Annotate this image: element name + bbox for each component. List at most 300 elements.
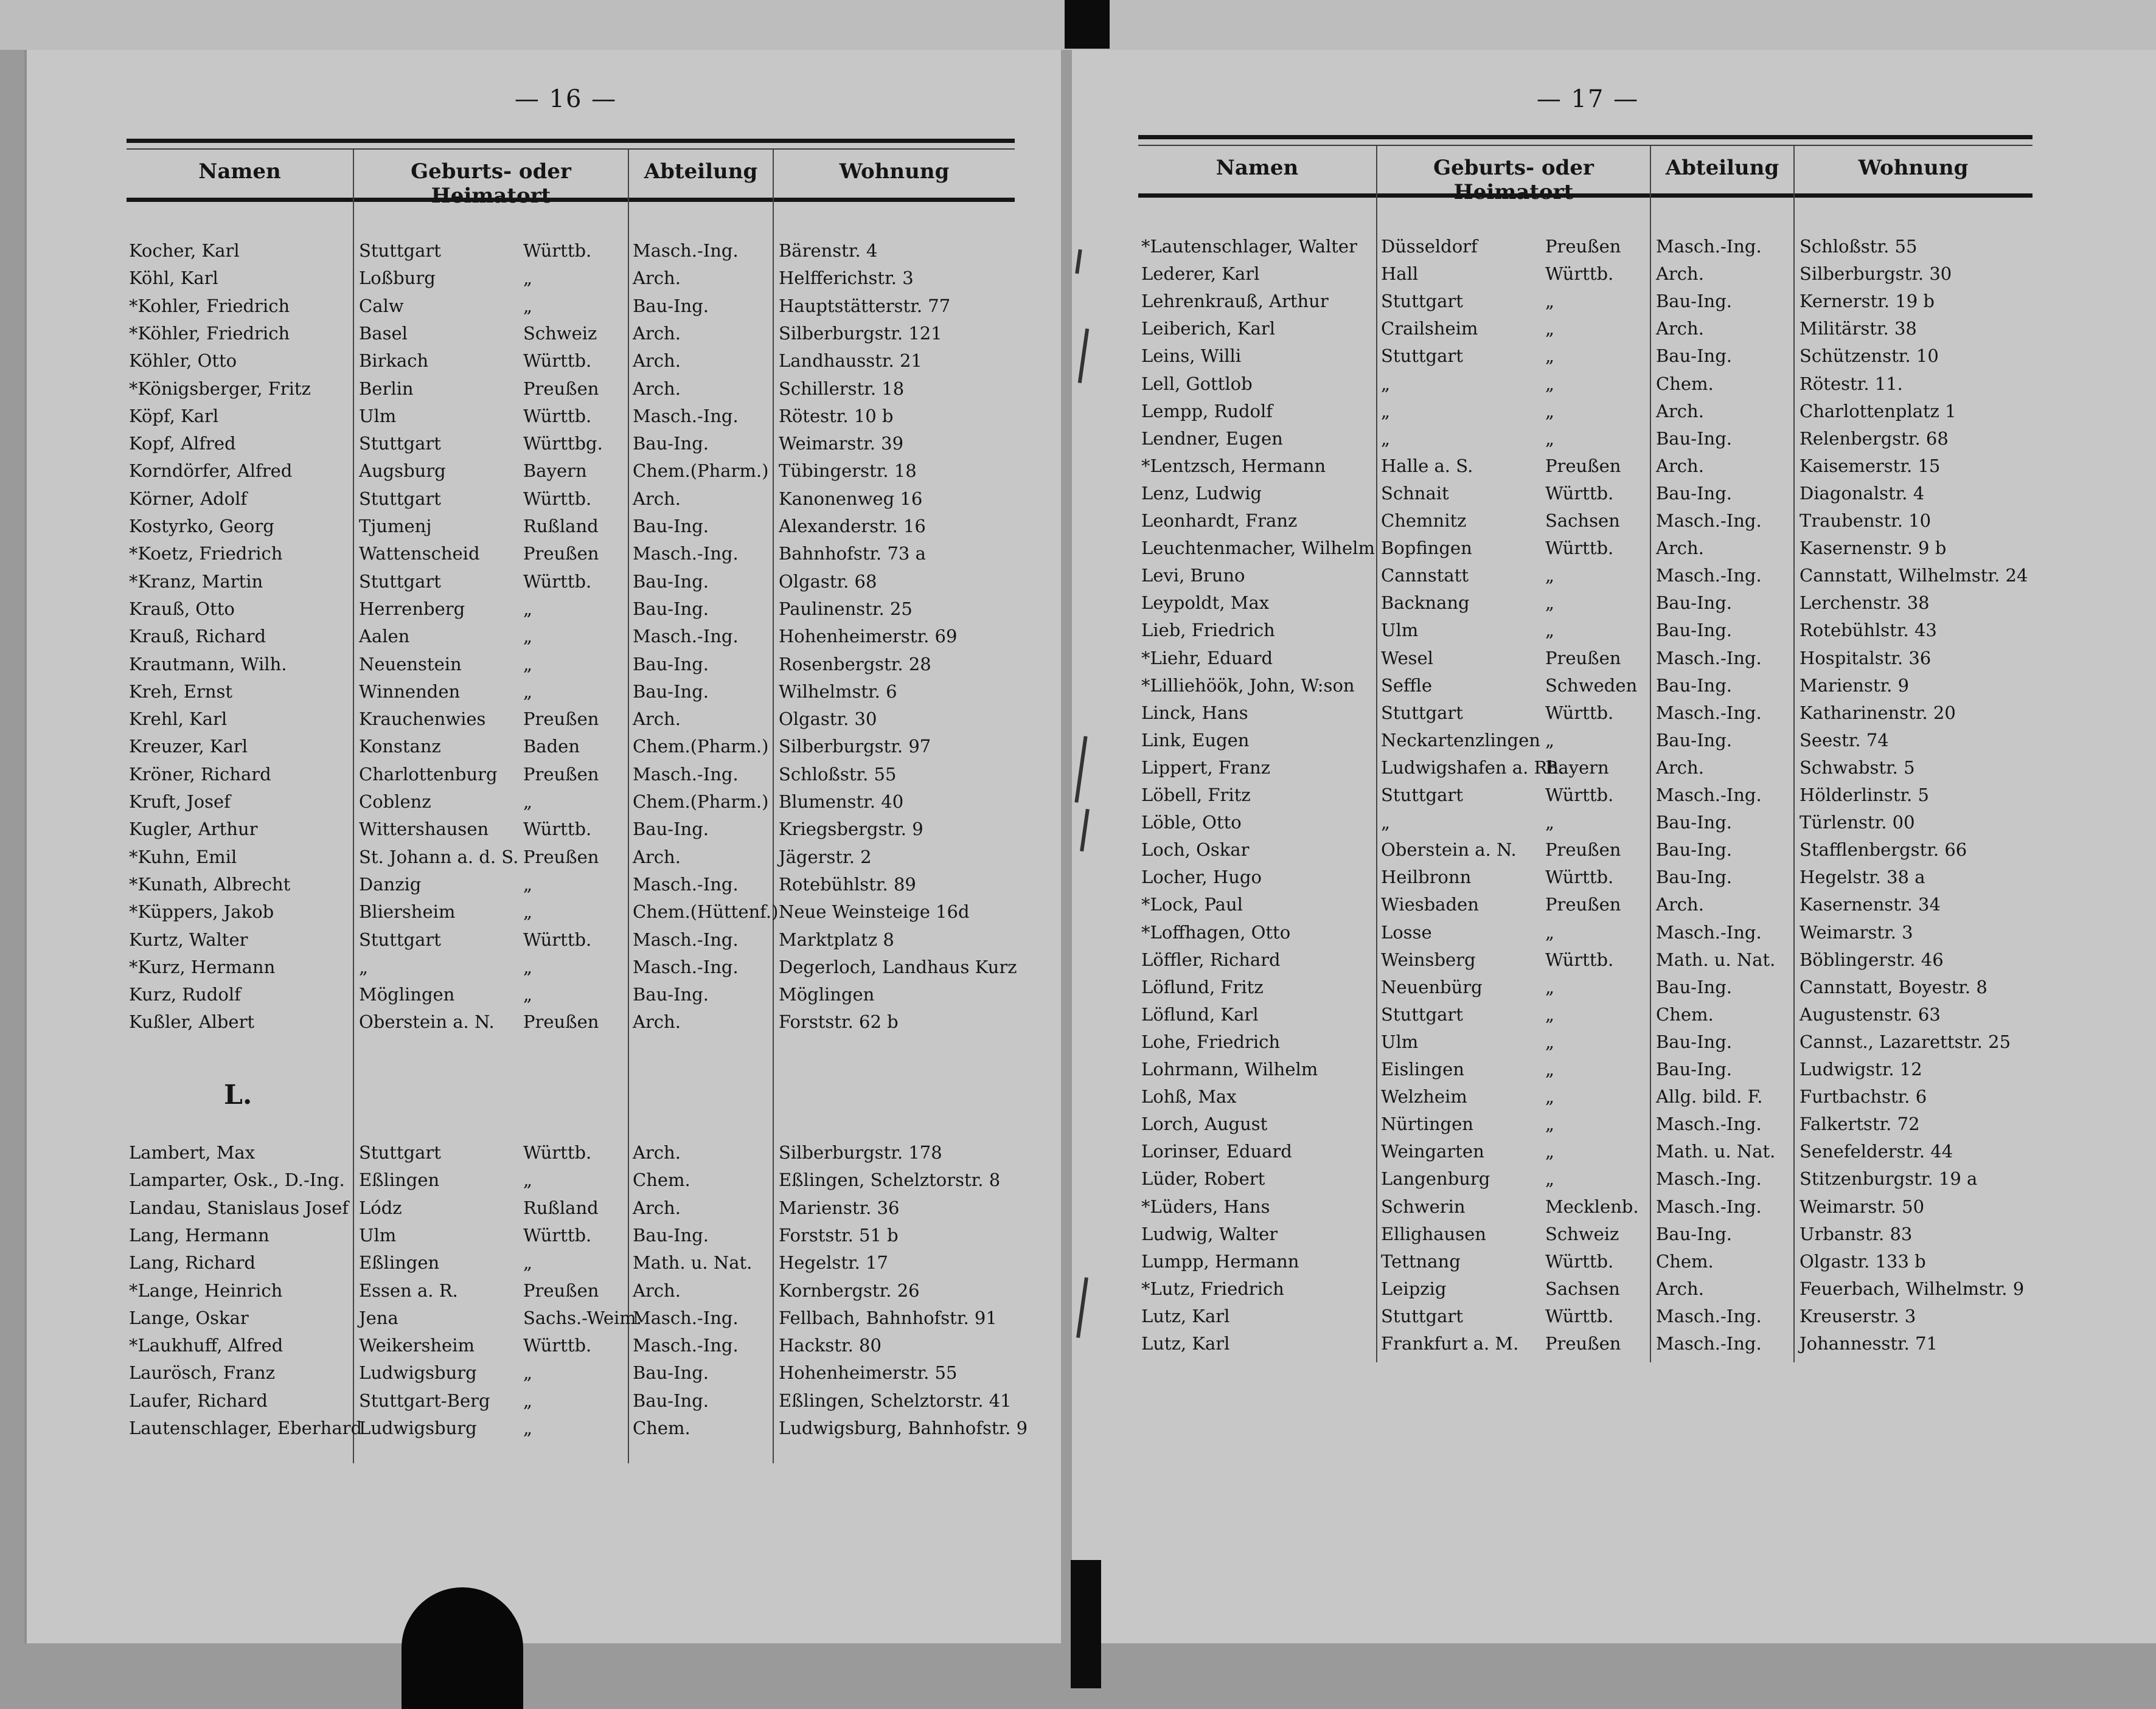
name-cell: *Loffhagen, Otto [1141, 921, 1291, 943]
region-cell: „ [523, 268, 533, 289]
region-cell: „ [523, 681, 533, 702]
place-cell: „ [1381, 373, 1391, 394]
name-cell: *Lautenschlager, Walter [1141, 236, 1357, 257]
dept-cell: Arch. [633, 268, 681, 289]
address-cell: Eßlingen, Schelztorstr. 41 [779, 1390, 1012, 1411]
name-cell: Lüder, Robert [1141, 1168, 1265, 1190]
place-cell: Ulm [1381, 1031, 1419, 1052]
dept-cell: Bau-Ing. [1656, 291, 1732, 312]
place-cell: Wesel [1381, 647, 1433, 668]
address-cell: Forststr. 51 b [779, 1224, 899, 1246]
dept-cell: Arch. [633, 488, 681, 509]
place-cell: Weikersheim [359, 1335, 475, 1356]
address-cell: Weimarstr. 39 [779, 433, 904, 454]
place-cell: Ulm [359, 1224, 397, 1246]
region-cell: Württb. [523, 1335, 592, 1356]
address-cell: Hölderlinstr. 5 [1800, 785, 1929, 805]
name-cell: Leiberich, Karl [1141, 318, 1276, 339]
name-cell: Löflund, Karl [1141, 1004, 1259, 1025]
place-cell: Stuttgart-Berg [359, 1390, 490, 1411]
name-cell: Landau, Stanislaus Josef [129, 1197, 349, 1218]
address-cell: Marienstr. 36 [779, 1197, 900, 1218]
region-cell: „ [1545, 1031, 1555, 1052]
dept-cell: Arch. [1656, 757, 1704, 778]
dept-cell: Math. u. Nat. [1656, 949, 1776, 970]
address-cell: Eßlingen, Schelztorstr. 8 [779, 1170, 1001, 1191]
place-cell: Hall [1381, 263, 1419, 285]
region-cell: Württb. [1545, 538, 1614, 559]
place-cell: „ [1381, 428, 1391, 449]
region-cell: Rußland [523, 516, 599, 536]
place-cell: Welzheim [1381, 1086, 1467, 1108]
region-cell: Württb. [1545, 482, 1614, 504]
place-cell: Ellighausen [1381, 1223, 1486, 1244]
region-cell: Württb. [523, 488, 592, 509]
dept-cell: Arch. [633, 322, 681, 344]
book-spine-bottom [1071, 1560, 1101, 1688]
dept-cell: Bau-Ing. [1656, 674, 1732, 696]
dept-cell: Bau-Ing. [1656, 1031, 1732, 1052]
name-cell: Lutz, Karl [1141, 1333, 1230, 1354]
place-cell: Loßburg [359, 268, 436, 289]
name-cell: *Lilliehöök, John, W:son [1141, 674, 1355, 696]
dept-cell: Chem. [633, 1170, 690, 1191]
name-cell: Laurösch, Franz [129, 1362, 276, 1384]
address-cell: Hauptstätterstr. 77 [779, 295, 951, 316]
address-cell: Stitzenburgstr. 19 a [1800, 1168, 1978, 1190]
address-cell: Augustenstr. 63 [1800, 1004, 1941, 1025]
dept-cell: Chem. [1656, 1250, 1714, 1272]
dept-cell: Math. u. Nat. [1656, 1141, 1776, 1162]
dept-cell: Masch.-Ing. [633, 1307, 739, 1328]
dept-cell: Bau-Ing. [633, 295, 709, 316]
name-cell: Kurz, Rudolf [129, 984, 241, 1005]
address-cell: Cannstatt, Wilhelmstr. 24 [1800, 565, 2028, 586]
name-cell: Löflund, Fritz [1141, 976, 1264, 997]
place-cell: Weinsberg [1381, 949, 1476, 970]
place-cell: Losse [1381, 921, 1432, 943]
place-cell: Ludwigshafen a. Rh. [1381, 757, 1565, 778]
dept-cell: Bau-Ing. [633, 653, 709, 674]
address-cell: Silberburgstr. 178 [779, 1142, 942, 1163]
region-cell: „ [1545, 1004, 1555, 1025]
dept-cell: Bau-Ing. [1656, 1059, 1732, 1080]
place-cell: Halle a. S. [1381, 455, 1473, 476]
place-cell: Konstanz [359, 736, 441, 757]
name-cell: Kreuzer, Karl [129, 736, 248, 757]
dept-cell: Arch. [633, 350, 681, 372]
place-cell: Bliersheim [359, 901, 456, 923]
dept-cell: Masch.-Ing. [1656, 921, 1762, 943]
address-cell: Wilhelmstr. 6 [779, 681, 897, 702]
dept-cell: Math. u. Nat. [633, 1252, 753, 1274]
name-cell: Linck, Hans [1141, 702, 1248, 723]
dept-cell: Arch. [1656, 894, 1704, 915]
region-cell: „ [523, 1418, 533, 1438]
dept-cell: Allg. bild. F. [1656, 1086, 1763, 1108]
region-cell: Württb. [523, 819, 592, 840]
region-cell: Württb. [523, 1224, 592, 1246]
dept-cell: Chem.(Pharm.) [633, 736, 769, 757]
address-cell: Diagonalstr. 4 [1800, 482, 1925, 504]
dept-cell: Masch.-Ing. [633, 929, 739, 950]
book-spine-top [1065, 0, 1110, 49]
dept-cell: Masch.-Ing. [1656, 702, 1762, 723]
name-cell: Lohrmann, Wilhelm [1141, 1059, 1318, 1080]
place-cell: Tettnang [1381, 1250, 1461, 1272]
region-cell: Württb. [1545, 702, 1614, 723]
dept-cell: Bau-Ing. [633, 1390, 709, 1411]
address-cell: Hegelstr. 38 a [1800, 867, 1925, 888]
dept-cell: Arch. [633, 1197, 681, 1218]
address-cell: Türlenstr. 00 [1800, 812, 1915, 833]
region-cell: Bayern [1545, 757, 1609, 778]
name-cell: Lell, Gottlob [1141, 373, 1253, 394]
name-cell: Lenz, Ludwig [1141, 482, 1262, 504]
header-abteilung: Abteilung [1665, 156, 1779, 180]
place-cell: Eislingen [1381, 1059, 1464, 1080]
region-cell: Mecklenb. [1545, 1196, 1639, 1217]
dept-cell: Masch.-Ing. [1656, 1168, 1762, 1190]
place-cell: Nürtingen [1381, 1114, 1473, 1135]
address-cell: Helfferichstr. 3 [779, 268, 914, 289]
address-cell: Silberburgstr. 121 [779, 322, 942, 344]
address-cell: Fellbach, Bahnhofstr. 91 [779, 1307, 997, 1328]
address-cell: Degerloch, Landhaus Kurz [779, 956, 1017, 977]
place-cell: Ludwigsburg [359, 1418, 477, 1438]
region-cell: „ [523, 295, 533, 316]
dept-cell: Bau-Ing. [1656, 482, 1732, 504]
region-cell: „ [1545, 373, 1555, 394]
region-cell: Württb. [523, 1142, 592, 1163]
name-cell: *Königsberger, Fritz [129, 378, 311, 399]
name-cell: Lehrenkrauß, Arthur [1141, 291, 1329, 312]
address-cell: Böblingerstr. 46 [1800, 949, 1944, 970]
name-cell: Kocher, Karl [129, 240, 240, 261]
dept-cell: Bau-Ing. [1656, 839, 1732, 861]
address-cell: Olgastr. 30 [779, 709, 877, 730]
region-cell: „ [523, 984, 533, 1005]
region-cell: Preußen [523, 1011, 599, 1033]
place-cell: Leipzig [1381, 1278, 1447, 1299]
dept-cell: Arch. [1656, 318, 1704, 339]
address-cell: Schloßstr. 55 [1800, 236, 1918, 257]
address-cell: Kanonenweg 16 [779, 488, 923, 509]
address-cell: Falkertstr. 72 [1800, 1114, 1920, 1135]
dept-cell: Arch. [1656, 400, 1704, 421]
name-cell: Leins, Willi [1141, 345, 1242, 367]
name-cell: Leonhardt, Franz [1141, 510, 1298, 531]
page-number-left: — 16 — [514, 85, 617, 113]
dept-cell: Masch.-Ing. [633, 240, 739, 261]
name-cell: Lendner, Eugen [1141, 428, 1283, 449]
page-number-right: — 17 — [1536, 85, 1640, 113]
name-cell: Lempp, Rudolf [1141, 400, 1273, 421]
dept-cell: Bau-Ing. [633, 1362, 709, 1384]
place-cell: Augsburg [359, 460, 446, 482]
address-cell: Silberburgstr. 30 [1800, 263, 1952, 285]
name-cell: *Kuhn, Emil [129, 846, 237, 867]
name-cell: Kußler, Albert [129, 1011, 255, 1033]
header-namen: Namen [198, 159, 281, 184]
address-cell: Ludwigstr. 12 [1800, 1059, 1922, 1080]
dept-cell: Bau-Ing. [1656, 428, 1732, 449]
place-cell: Basel [359, 322, 408, 344]
place-cell: Oberstein a. N. [1381, 839, 1517, 861]
name-cell: *Kranz, Martin [129, 570, 263, 592]
place-cell: Tjumenj [359, 516, 432, 536]
address-cell: Charlottenplatz 1 [1800, 400, 1956, 421]
place-cell: Möglingen [359, 984, 455, 1005]
name-cell: Kröner, Richard [129, 763, 271, 785]
name-cell: Laufer, Richard [129, 1390, 268, 1411]
place-cell: Stuttgart [359, 1142, 441, 1163]
address-cell: Marienstr. 9 [1800, 674, 1910, 696]
region-cell: Rußland [523, 1197, 599, 1218]
place-cell: Weingarten [1381, 1141, 1484, 1162]
region-cell: Bayern [523, 460, 587, 482]
dept-cell: Masch.-Ing. [1656, 785, 1762, 805]
region-cell: Preußen [1545, 894, 1621, 915]
address-cell: Weimarstr. 3 [1800, 921, 1913, 943]
dept-cell: Bau-Ing. [1656, 729, 1732, 751]
name-cell: Köhl, Karl [129, 268, 218, 289]
dept-cell: Bau-Ing. [1656, 867, 1732, 888]
region-cell: Württb. [523, 405, 592, 426]
dept-cell: Bau-Ing. [1656, 812, 1732, 833]
name-cell: *Lüders, Hans [1141, 1196, 1270, 1217]
dept-cell: Chem.(Pharm.) [633, 791, 769, 812]
address-cell: Bärenstr. 4 [779, 240, 878, 261]
place-cell: Langenburg [1381, 1168, 1490, 1190]
region-cell: Württb. [1545, 1305, 1614, 1326]
place-cell: Stuttgart [359, 240, 441, 261]
address-cell: Cannst., Lazarettstr. 25 [1800, 1031, 2011, 1052]
region-cell: „ [523, 626, 533, 647]
region-cell: Württb. [523, 929, 592, 950]
region-cell: „ [1545, 400, 1555, 421]
name-cell: Korndörfer, Alfred [129, 460, 293, 482]
header-wohnung: Wohnung [1858, 156, 1969, 180]
address-cell: Landhausstr. 21 [779, 350, 922, 372]
place-cell: Ulm [359, 405, 397, 426]
region-cell: Preußen [523, 763, 599, 785]
name-cell: *Kohler, Friedrich [129, 295, 290, 316]
dept-cell: Arch. [633, 709, 681, 730]
place-cell: „ [359, 956, 369, 977]
region-cell: Württb. [1545, 263, 1614, 285]
address-cell: Kaisemerstr. 15 [1800, 455, 1941, 476]
place-cell: Lódz [359, 1197, 402, 1218]
region-cell: „ [1545, 620, 1555, 641]
header-namen: Namen [1215, 156, 1299, 180]
place-cell: Eßlingen [359, 1170, 440, 1191]
place-cell: „ [1381, 812, 1391, 833]
region-cell: „ [523, 1362, 533, 1384]
place-cell: Stuttgart [359, 433, 441, 454]
dept-cell: Masch.-Ing. [633, 1335, 739, 1356]
place-cell: Berlin [359, 378, 414, 399]
name-cell: Lutz, Karl [1141, 1305, 1230, 1326]
dept-cell: Chem. [633, 1418, 690, 1438]
dept-cell: Bau-Ing. [633, 1224, 709, 1246]
name-cell: Link, Eugen [1141, 729, 1250, 751]
address-cell: Kornbergstr. 26 [779, 1280, 920, 1301]
dept-cell: Masch.-Ing. [633, 405, 739, 426]
name-cell: Löbell, Fritz [1141, 785, 1251, 805]
region-cell: Preußen [1545, 647, 1621, 668]
name-cell: *Lange, Heinrich [129, 1280, 283, 1301]
address-cell: Schloßstr. 55 [779, 763, 897, 785]
region-cell: „ [1545, 976, 1555, 997]
region-cell: „ [1545, 1086, 1555, 1108]
place-cell: Schnait [1381, 482, 1449, 504]
address-cell: Furtbachstr. 6 [1800, 1086, 1927, 1108]
address-cell: Schillerstr. 18 [779, 378, 905, 399]
name-cell: Lamparter, Osk., D.-Ing. [129, 1170, 345, 1191]
header-geburtsort: Geburts- oder Heimatort [411, 159, 571, 208]
place-cell: Ludwigsburg [359, 1362, 477, 1384]
region-cell: „ [523, 653, 533, 674]
region-cell: Württb. [1545, 1250, 1614, 1272]
region-cell: „ [1545, 318, 1555, 339]
name-cell: Leuchtenmacher, Wilhelm [1141, 538, 1375, 559]
name-cell: Köpf, Karl [129, 405, 219, 426]
address-cell: Hohenheimerstr. 69 [779, 626, 958, 647]
address-cell: Olgastr. 68 [779, 570, 877, 592]
dept-cell: Chem.(Pharm.) [633, 460, 769, 482]
name-cell: Lang, Hermann [129, 1224, 270, 1246]
place-cell: Ulm [1381, 620, 1419, 641]
region-cell: „ [1545, 428, 1555, 449]
region-cell: „ [1545, 592, 1555, 614]
name-cell: Leypoldt, Max [1141, 592, 1270, 614]
place-cell: Eßlingen [359, 1252, 440, 1274]
address-cell: Neue Weinsteige 16d [779, 901, 970, 923]
name-cell: Lorch, August [1141, 1114, 1268, 1135]
region-cell: Preußen [1545, 455, 1621, 476]
name-cell: *Laukhuff, Alfred [129, 1335, 283, 1356]
address-cell: Forststr. 62 b [779, 1011, 899, 1033]
dept-cell: Bau-Ing. [1656, 345, 1732, 367]
dept-cell: Arch. [1656, 455, 1704, 476]
place-cell: Crailsheim [1381, 318, 1478, 339]
dept-cell: Masch.-Ing. [1656, 1196, 1762, 1217]
region-cell: Preußen [523, 543, 599, 564]
region-cell: „ [523, 901, 533, 923]
region-cell: „ [1545, 1168, 1555, 1190]
place-cell: Stuttgart [359, 488, 441, 509]
name-cell: *Köhler, Friedrich [129, 322, 290, 344]
region-cell: Württb. [1545, 867, 1614, 888]
region-cell: „ [1545, 565, 1555, 586]
dept-cell: Masch.-Ing. [633, 763, 739, 785]
place-cell: Stuttgart [1381, 785, 1463, 805]
dept-cell: Arch. [1656, 538, 1704, 559]
dept-cell: Chem. [1656, 1004, 1714, 1025]
address-cell: Schützenstr. 10 [1800, 345, 1939, 367]
address-cell: Ludwigsburg, Bahnhofstr. 9 [779, 1418, 1028, 1438]
name-cell: Kugler, Arthur [129, 819, 258, 840]
place-cell: Neuenstein [359, 653, 462, 674]
name-cell: Loch, Oskar [1141, 839, 1250, 861]
name-cell: Körner, Adolf [129, 488, 248, 509]
name-cell: *Küppers, Jakob [129, 901, 274, 923]
region-cell: Württb. [1545, 949, 1614, 970]
address-cell: Cannstatt, Boyestr. 8 [1800, 976, 1987, 997]
place-cell: Backnang [1381, 592, 1470, 614]
place-cell: Krauchenwies [359, 709, 486, 730]
name-cell: Löffler, Richard [1141, 949, 1281, 970]
dept-cell: Bau-Ing. [633, 516, 709, 536]
address-cell: Hegelstr. 17 [779, 1252, 889, 1274]
address-cell: Johannesstr. 71 [1800, 1333, 1938, 1354]
address-cell: Tübingerstr. 18 [779, 460, 917, 482]
address-cell: Rötestr. 11. [1800, 373, 1903, 394]
place-cell: Stuttgart [1381, 1004, 1463, 1025]
name-cell: *Lentzsch, Hermann [1141, 455, 1326, 476]
region-cell: „ [523, 598, 533, 619]
region-cell: „ [523, 1390, 533, 1411]
name-cell: Lohe, Friedrich [1141, 1031, 1281, 1052]
address-cell: Rötestr. 10 b [779, 405, 894, 426]
place-cell: Jena [359, 1307, 398, 1328]
header-geburtsort: Geburts- oder Heimatort [1433, 156, 1594, 204]
place-cell: Birkach [359, 350, 429, 372]
name-cell: Kreh, Ernst [129, 681, 233, 702]
address-cell: Jägerstr. 2 [779, 846, 872, 867]
name-cell: Kruft, Josef [129, 791, 231, 812]
place-cell: Frankfurt a. M. [1381, 1333, 1519, 1354]
name-cell: *Koetz, Friedrich [129, 543, 283, 564]
address-cell: Hospitalstr. 36 [1800, 647, 1932, 668]
place-cell: Düsseldorf [1381, 236, 1478, 257]
address-cell: Hackstr. 80 [779, 1335, 882, 1356]
header-wohnung: Wohnung [839, 159, 950, 184]
name-cell: Krehl, Karl [129, 709, 228, 730]
dept-cell: Arch. [633, 1142, 681, 1163]
dept-cell: Arch. [1656, 263, 1704, 285]
dept-cell: Masch.-Ing. [633, 873, 739, 895]
region-cell: Württb. [523, 350, 592, 372]
region-cell: Württbg. [523, 433, 603, 454]
region-cell: Württb. [523, 570, 592, 592]
dept-cell: Masch.-Ing. [1656, 236, 1762, 257]
name-cell: Krauß, Richard [129, 626, 266, 647]
dept-cell: Arch. [633, 378, 681, 399]
place-cell: Winnenden [359, 681, 461, 702]
dept-cell: Arch. [633, 1280, 681, 1301]
place-cell: Schwerin [1381, 1196, 1466, 1217]
name-cell: Krautmann, Wilh. [129, 653, 287, 674]
place-cell: Cannstatt [1381, 565, 1469, 586]
address-cell: Olgastr. 133 b [1800, 1250, 1926, 1272]
dept-cell: Arch. [633, 1011, 681, 1033]
region-cell: Schweden [1545, 674, 1638, 696]
dept-cell: Masch.-Ing. [1656, 510, 1762, 531]
region-cell: „ [523, 791, 533, 812]
name-cell: Köhler, Otto [129, 350, 237, 372]
address-cell: Blumenstr. 40 [779, 791, 904, 812]
name-cell: Lippert, Franz [1141, 757, 1271, 778]
place-cell: Herrenberg [359, 598, 465, 619]
region-cell: „ [523, 1252, 533, 1274]
name-cell: Lohß, Max [1141, 1086, 1237, 1108]
region-cell: „ [1545, 729, 1555, 751]
place-cell: Charlottenburg [359, 763, 498, 785]
region-cell: Preußen [523, 1280, 599, 1301]
section-letter: L. [224, 1080, 252, 1111]
